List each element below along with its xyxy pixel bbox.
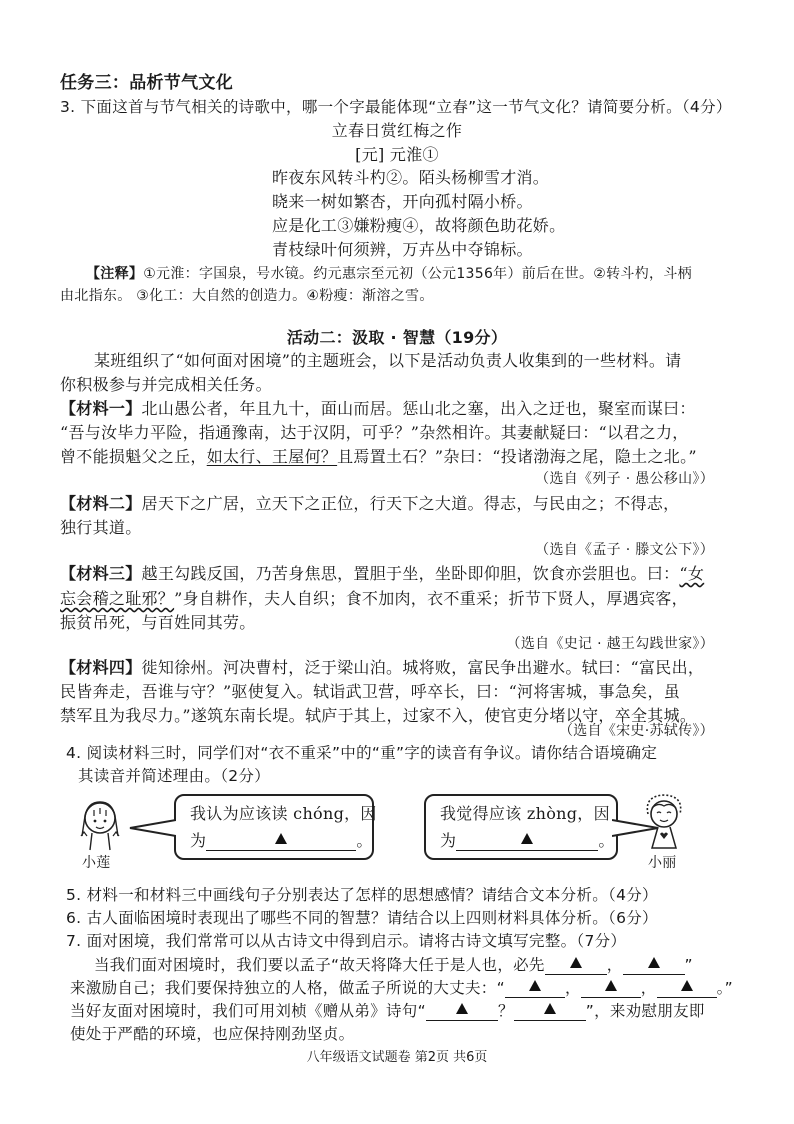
material-1-source: （选自《列子 · 愚公移山》） [535,471,714,487]
poem-title: 立春日赏红梅之作 [331,121,463,140]
activity2-heading: 活动二：汲取 · 智慧（19分） [286,328,508,347]
bubble-tail-icon [128,818,176,838]
material-3-line-1: 【材料三】越王勾践反国，乃苦身焦思，置胆于坐，坐卧即仰胆，饮食亦尝胆也。曰：“女 [60,564,705,583]
material-2-label: 【材料二】 [60,494,142,513]
material-1-line-2: “吾与汝毕力平险，指通豫南，达于汉阴，可乎？”杂然相许。其妻献疑曰：“以君之力， [60,423,689,442]
material-2-line-1: 【材料二】居天下之广居，立天下之正位，行天下之大道。得志，与民由之；不得志， [60,494,680,513]
notes-label: 【注释】 [86,266,144,282]
material-1-line-1: 【材料一】北山愚公者，年且九十，面山而居。惩山北之塞，出入之迂也，聚室而谋曰： [60,399,696,418]
blank-triangle-icon [605,980,617,991]
task3-heading: 任务三：品析节气文化 [60,73,233,93]
question-4-line-1: 4. 阅读材料三时，同学们对“衣不重采”中的“重”字的读音有争议。请你结合语境确定 [66,744,658,762]
material-4-line-1: 【材料四】徙知徐州。河决曹村，泛于梁山泊。城将败，富民争出避水。轼曰：“富民出， [60,658,705,677]
question-7-line-5: 使处于严酷的环境，也应保持刚劲坚贞。 [70,1025,355,1043]
xiaolian-name: 小莲 [82,855,111,871]
poem-line: 青枝绿叶何须辨，万卉丛中夺锦标。 [272,240,533,259]
xiaoli-line-2: 为 。 [440,831,615,850]
fill-blank[interactable] [657,979,717,998]
notes-line-1: ①元淮：字国泉，号水镜。约元惠宗至元初（公元1356年）前后在世。②转斗杓，斗柄 [143,266,692,282]
material-3-line-3: 振贫吊死，与百姓同其劳。 [60,613,256,632]
xiaolian-avatar-icon [74,796,126,852]
fill-blank[interactable] [545,956,607,975]
blank-triangle-icon [521,833,533,844]
question-6: 6. 古人面临困境时表现出了哪些不同的智慧？请结合以上四则材料具体分析。（6分） [66,909,658,927]
xiaoli-name: 小丽 [648,855,677,871]
underlined-sentence: 如太行、王屋何？ [206,447,338,466]
poem-line: 应是化工③嫌粉瘦④，故将颜色助花娇。 [272,216,566,235]
fill-blank[interactable] [581,979,641,998]
material-1-line-3: 曾不能损魁父之丘，如太行、王屋何？且焉置土石？”杂曰：“投诸渤海之尾，隐土之北。” [60,447,697,466]
material-2-line-2: 独行其道。 [60,518,142,537]
question-5: 5. 材料一和材料三中画线句子分别表达了怎样的思想感情？请结合文本分析。（4分） [66,886,658,904]
notes-line-2: 由北指东。 ③化工：大自然的创造力。④粉瘦：渐溶之雪。 [60,288,434,304]
blank-triangle-icon [648,957,660,968]
xiaoli-avatar-icon [636,790,692,852]
underlined-sentence: “女 [679,564,705,583]
poem-line: 昨夜东风转斗杓②。陌头杨柳雪才消。 [272,168,550,187]
answer-blank[interactable] [456,832,598,851]
blank-triangle-icon [275,833,287,844]
blank-triangle-icon [456,1003,468,1014]
activity2-intro-2: 你积极参与并完成相关任务。 [60,375,272,394]
material-4-label: 【材料四】 [60,658,142,677]
material-4-line-2: 民皆奔走，吾谁与守？”驱使复入。轼诣武卫营，呼卒长，曰：“河将害城，事急矣，虽 [60,682,681,701]
xiaoli-line-1: 我觉得应该 zhòng，因 [440,804,610,823]
material-1-label: 【材料一】 [60,399,142,418]
material-3-label: 【材料三】 [60,564,142,583]
underlined-sentence: 忘会稽之耻邪？ [60,589,175,608]
material-3-source: （选自《史记 · 越王勾践世家》） [506,636,714,652]
fill-blank[interactable] [623,956,685,975]
fill-blank[interactable] [514,1002,586,1021]
question-7-line-2: 当我们面对困境时，我们要以孟子“故天将降大任于是人也，必先 ， ” [94,956,693,974]
poem-line: 晓来一树如繁杏，开向孤村隔小桥。 [272,192,533,211]
xiaolian-line-1: 我认为应该读 chóng，因 [190,804,377,823]
blank-triangle-icon [570,957,582,968]
blank-triangle-icon [529,980,541,991]
blank-triangle-icon [681,980,693,991]
material-2-source: （选自《孟子 · 滕文公下》） [535,542,714,558]
activity2-intro-1: 某班组织了“如何面对困境”的主题班会，以下是活动负责人收集到的一些材料。请 [94,351,682,370]
xiaolian-line-2: 为 。 [190,831,373,850]
material-3-line-2: 忘会稽之耻邪？”身自耕作，夫人自织；食不加肉，衣不重采；折节下贤人，厚遇宾客， [60,589,688,608]
poem-notes [86,263,692,285]
material-4-source: （选自《宋史·苏轼传》） [558,723,714,739]
question-7-line-4: 当好友面对困境时，我们可用刘桢《赠从弟》诗句“ ？ ”，来劝慰朋友即 [70,1002,705,1020]
blank-triangle-icon [544,1003,556,1014]
question-3: 3. 下面这首与节气相关的诗歌中，哪一个字最能体现“立春”这一节气文化？请简要分析。（4分） [60,98,732,116]
answer-blank[interactable] [206,832,356,851]
material-4-line-3: 禁军且为我尽力。”遂筑东南长堤。轼庐于其上，过家不入，使官吏分堵以守，卒全其城。 [60,706,697,725]
question-7-line-3: 来激励自己；我们要保持独立的人格，做孟子所说的大丈夫：“ ， ， 。” [70,979,733,997]
page-footer: 八年级语文试题卷 第2页 共6页 [306,1050,488,1065]
poem-author: [元] 元淮① [355,145,439,164]
question-7-line-1: 7. 面对困境，我们常常可以从古诗文中得到启示。请将古诗文填写完整。（7分） [66,932,627,950]
question-4-line-2: 其读音并简述理由。（2分） [78,767,271,785]
fill-blank[interactable] [505,979,565,998]
fill-blank[interactable] [426,1002,498,1021]
